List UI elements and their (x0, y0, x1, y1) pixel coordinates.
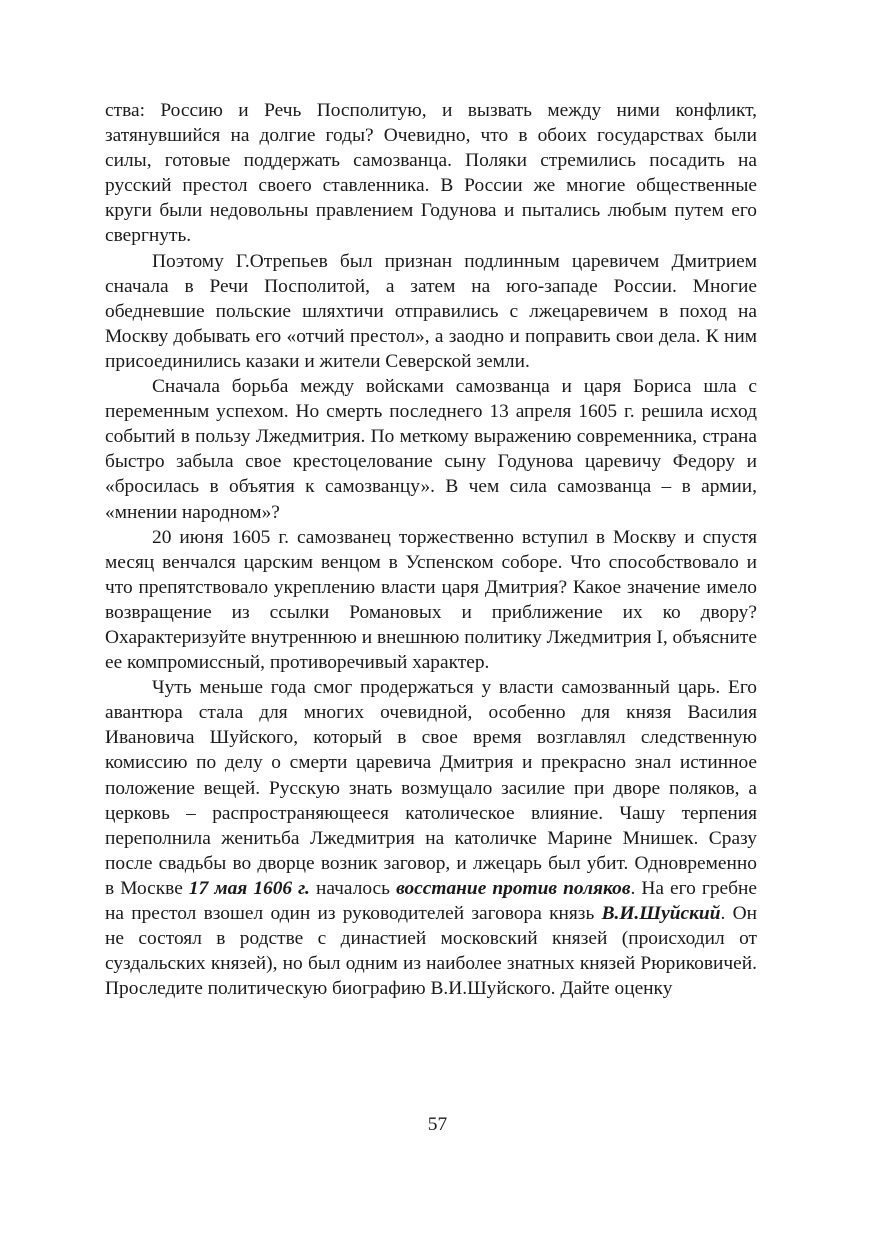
emphasis-date: 17 мая 1606 г. (188, 877, 310, 899)
paragraph-5-text: . На его гребне на престол взошел один из руководителей заговора князь (105, 877, 757, 924)
page-number: 57 (427, 1114, 448, 1135)
paragraph-2: Поэтому Г.Отрепьев был признан подлинным царевичем Дмитрием сначала в Речи Посполитой, а затем на юго-западе России. Многие обедневшие польские шляхтичи отправились с лжецаревичем в поход на Москву добывать его «отчий престол», а заодно и поправить свои дела. К ним присоединились казаки и жители Северской земли. (105, 250, 757, 372)
paragraph-4: 20 июня 1605 г. самозванец торжественно вступил в Москву и спустя месяц венчался царским венцом в Успенском соборе. Что способствовало и что препятствовало укреплению власти царя Дмитрия? Какое значение имело возвращение из ссылки Романовых и приближение их ко двору? Охарактеризуйте внутреннюю и внешнюю политику Лжедмитрия I, объясните ее компромиссный, противоречивый характер. (105, 526, 757, 674)
paragraph-5-text: . Он не состоял в родстве с династией московский князей (происходил от суздальских князей), но был одним из наиболее знатных князей Рюриковичей. Проследите политическую биографию В.И.Шуйского. Дайте оценку (105, 903, 757, 1000)
emphasis-uprising: восстание против поляков (396, 877, 631, 899)
document-body (105, 98, 757, 1001)
paragraph-5 (105, 675, 757, 1001)
paragraph-5-text: Чуть меньше года смог продержаться у власти самозванный царь. Его авантюра стала для многих очевидной, особенно для князя Василия Ивановича Шуйского, который в свое время возглавлял следственную комиссию по делу о смерти царевича Дмитрия и прекрасно знал истинное положение вещей. Русскую знать возмущало засилие при дворе поляков, а церковь – распространяющееся католическое влияние. Чашу терпения переполнила женитьба Лжедмитрия на католичке Марине Мнишек. Сразу после свадьбы во дворце возник заговор, и лжецарь был убит. Одновременно в Москве (105, 677, 757, 899)
paragraph-5-text: началось (309, 877, 397, 899)
emphasis-name: В.И.Шуйский (601, 903, 721, 924)
paragraph-1: ства: Россию и Речь Посполитую, и вызвать между ними конфликт, затянувшийся на долгие годы? Очевидно, что в обоих государствах были силы, готовые поддержать самозванца. Поляки стремились посадить на русский престол своего ставленника. В России же многие общественные круги были недовольны правлением Годунова и пытались любым путем его свергнуть. (105, 100, 757, 247)
paragraph-3: Сначала борьба между войсками самозванца и царя Бориса шла с переменным успехом. Но смерть последнего 13 апреля 1605 г. решила исход событий в пользу Лжедмитрия. По меткому выражению современника, страна быстро забыла свое крестоцелование сыну Годунова царевичу Федору и «бросилась в объятия к самозванцу». В чем сила самозванца – в армии, «мнении народном»? (105, 376, 757, 523)
